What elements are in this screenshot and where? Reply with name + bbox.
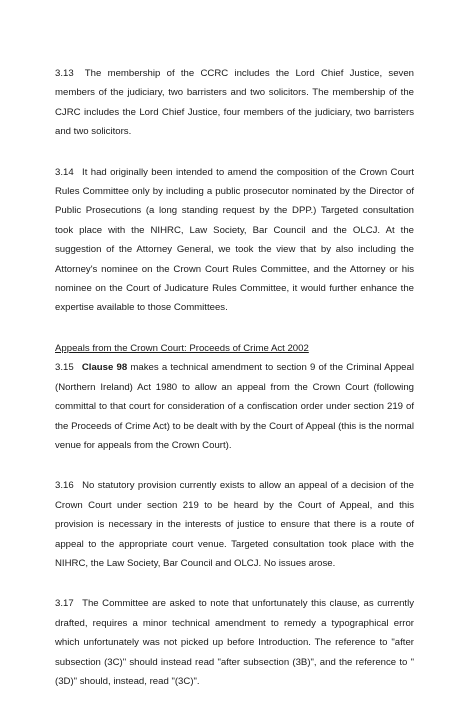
paragraph-3-16 [55, 476, 414, 573]
clause-reference: Clause 98 [81, 362, 128, 374]
paragraph-text: It had originally been intended to amend the composition of the Crown Court Rules Committee only by including a public prosecutor nominated by the Director of Public Prosecutions (a long standing request by the DPP.) Targeted consultation took place with the NIHRC, Law Society, Bar Council and the OLCJ. At the suggestion of the Attorney General, we took the view that by also including the Attorney's nominee on the Crown Court Rules Committee, and the Attorney or his nominee on the Court of Judicature Rules Committee, it would further enhance the expertise available to those Committees. [55, 166, 414, 314]
paragraph-number: 3.15 [55, 362, 74, 374]
paragraph-number: 3.17 [55, 598, 74, 610]
paragraph-number: 3.16 [55, 480, 74, 492]
document-page [55, 64, 414, 691]
paragraph-text: The membership of the CCRC includes the Lord Chief Justice, seven members of the judiciary, two barristers and two solicitors. The membership of the CJRC includes the Lord Chief Justice, four members of the judiciary, two barristers and two solicitors. [55, 68, 414, 138]
paragraph-text: makes a technical amendment to section 9 of the Criminal Appeal (Northern Ireland) Act 1980 to allow an appeal from the Crown Court (following committal to that court for consideration of a confiscation order under section 219 of the Proceeds of Crime Act) to be dealt with by the Court of Appeal (this is the normal venue for appeals from the Crown Court). [55, 362, 414, 451]
paragraph-3-13 [55, 64, 414, 142]
paragraph-3-15 [55, 358, 414, 455]
paragraph-3-17 [55, 594, 414, 691]
section-heading: Appeals from the Crown Court: Proceeds of Crime Act 2002 [55, 342, 309, 354]
paragraph-number: 3.14 [55, 166, 74, 178]
paragraph-3-14 [55, 163, 414, 318]
paragraph-text: The Committee are asked to note that unfortunately this clause, as currently drafted, requires a minor technical amendment to remedy a typographical error which unfortunately was not picked up before Introduction. The reference to "after subsection (3C)" should instead read "after subsection (3B)", and the reference to "(3D)" should, instead, read "(3C)". [55, 598, 414, 687]
paragraph-text: No statutory provision currently exists to allow an appeal of a decision of the Crown Court under section 219 to be heard by the Court of Appeal, and this provision is necessary in the interests of justice to ensure that there is a route of appeal to the appropriate court venue. Targeted consultation took place with the NIHRC, the Law Society, Bar Council and OLCJ. No issues arose. [55, 480, 414, 569]
paragraph-number: 3.13 [55, 68, 74, 79]
